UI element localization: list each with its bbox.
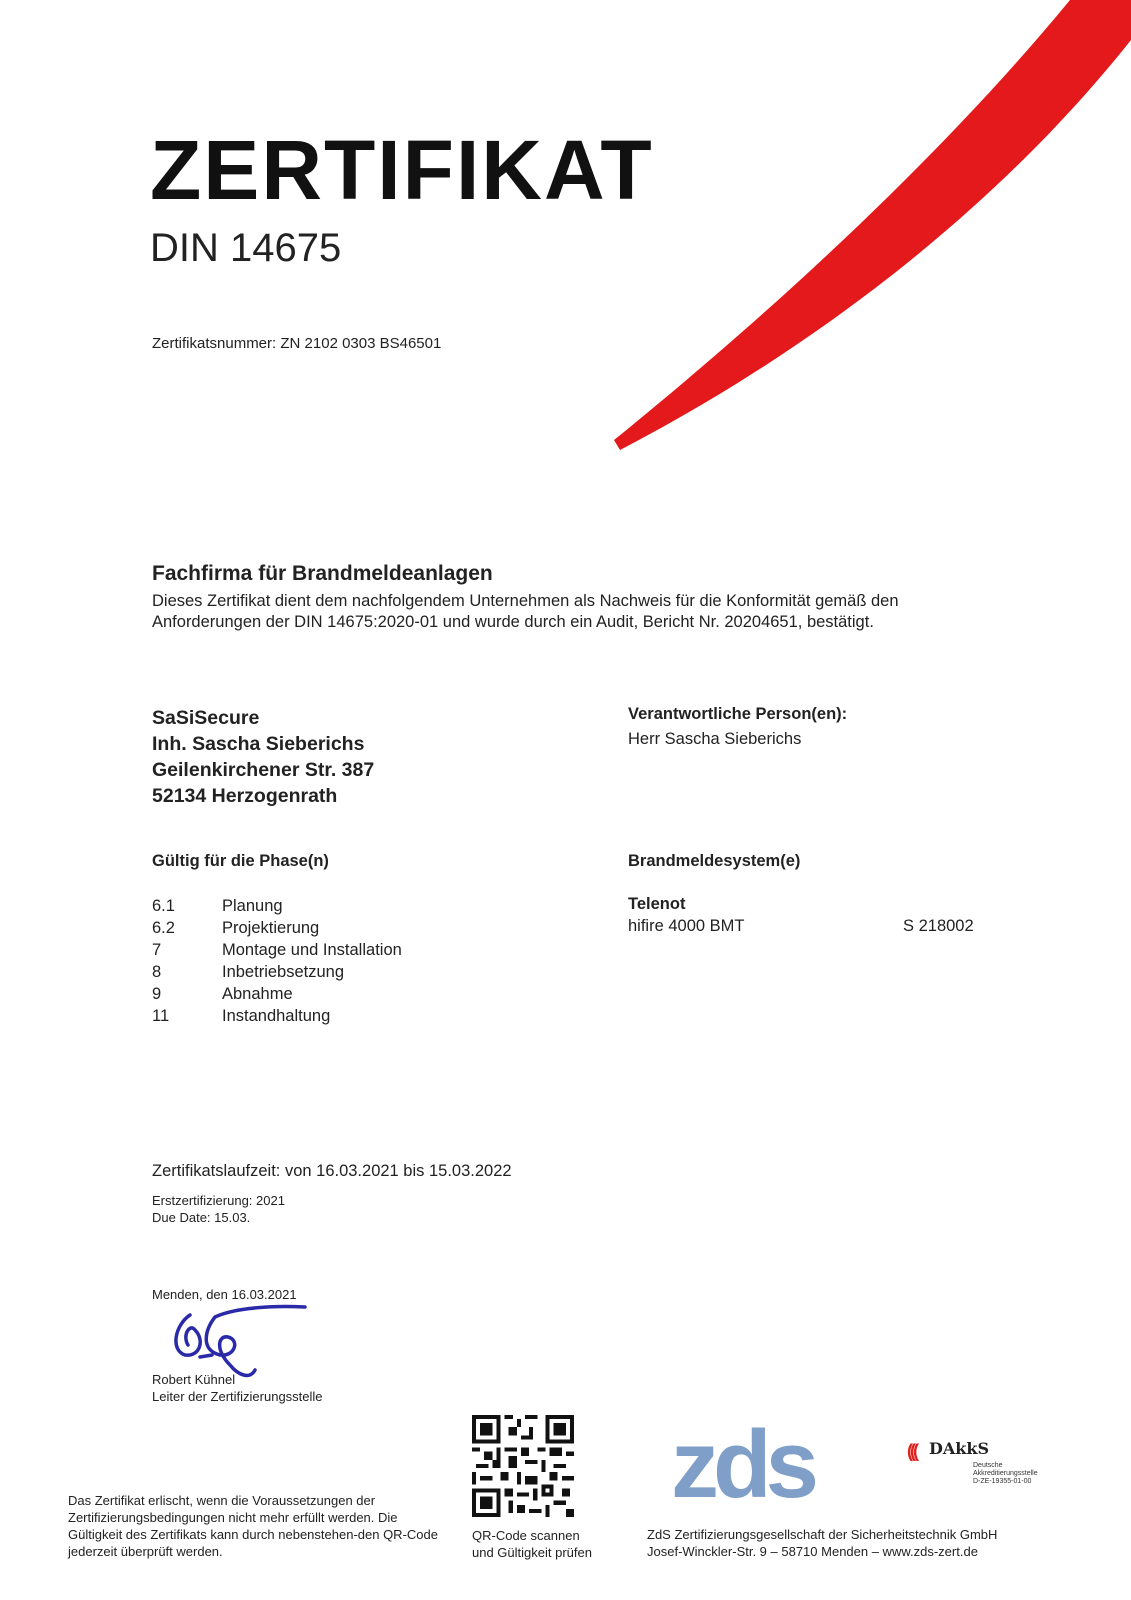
system-code: S 218002	[903, 917, 974, 935]
company-street: Geilenkirchener Str. 387	[152, 759, 375, 781]
phase-list	[152, 895, 402, 1027]
systems-label: Brandmeldesystem(e)	[628, 852, 801, 870]
phase-name: Abnahme	[222, 985, 293, 1003]
list-item	[152, 983, 402, 1005]
phase-number: 6.1	[152, 897, 175, 915]
section-heading: Fachfirma für Brandmeldeanlagen	[152, 562, 493, 585]
phase-number: 8	[152, 963, 162, 981]
validity-period: Zertifikatslaufzeit: von 16.03.2021 bis 15.03.2022	[152, 1162, 512, 1180]
list-item	[152, 961, 402, 983]
phase-name: Projektierung	[222, 919, 320, 937]
standard-name: DIN 14675	[150, 226, 342, 270]
document-title: ZERTIFIKAT	[150, 123, 654, 217]
system-manufacturer: Telenot	[628, 895, 686, 913]
company-owner: Inh. Sascha Sieberichs	[152, 733, 365, 755]
certificate-number-label: Zertifikatsnummer:	[152, 335, 277, 352]
zds-logo-text: zds	[670, 1411, 814, 1511]
dakks-subtitle	[973, 1462, 1038, 1486]
dakks-accreditation-mark	[907, 1437, 1057, 1507]
dakks-subtitle-line-1: Deutsche	[973, 1462, 1003, 1469]
system-product: hifire 4000 BMT	[628, 917, 745, 935]
phase-number: 6.2	[152, 919, 175, 937]
list-item	[152, 939, 402, 961]
phase-name: Planung	[222, 897, 283, 915]
red-swoosh-graphic	[600, 0, 1131, 460]
certificate-number	[152, 335, 441, 352]
validity-disclaimer: Das Zertifikat erlischt, wenn die Voraussetzungen der Zertifizierungsbedingungen nicht mehr erfüllt werden. Die Gültigkeit des Zertifikats kann durch nebenstehen-den QR-Code jederzeit überprüft werden.	[68, 1493, 438, 1559]
signer-name: Robert Kühnel	[152, 1372, 236, 1387]
intro-paragraph: Dieses Zertifikat dient dem nachfolgendem Unternehmen als Nachweis für die Konformität gemäß den Anforderungen der DIN 14675:2020-01 und wurde durch ein Audit, Bericht Nr. 20204651, bestätigt.	[152, 592, 899, 631]
dakks-subtitle-line-2: Akkreditierungsstelle	[973, 1470, 1038, 1477]
responsible-label: Verantwortliche Person(en):	[628, 705, 848, 723]
phase-number: 9	[152, 985, 162, 1003]
issuer-address: Josef-Winckler-Str. 9 – 58710 Menden – www.zds-zert.de	[647, 1544, 978, 1559]
place-date: Menden, den 16.03.2021	[152, 1287, 297, 1302]
phase-name: Montage und Installation	[222, 941, 402, 959]
phase-name: Inbetriebsetzung	[222, 963, 345, 981]
qr-caption-line-2: und Gültigkeit prüfen	[472, 1545, 592, 1560]
list-item	[152, 1005, 402, 1027]
list-item	[152, 917, 402, 939]
dakks-name: DAkkS	[929, 1439, 990, 1458]
signer-role: Leiter der Zertifizierungsstelle	[152, 1389, 323, 1404]
phase-number: 11	[152, 1007, 170, 1025]
qr-caption-line-1: QR-Code scannen	[472, 1528, 580, 1543]
first-certification: Erstzertifizierung: 2021	[152, 1193, 285, 1208]
dakks-arc-icon: (((	[907, 1441, 916, 1461]
phases-label: Gültig für die Phase(n)	[152, 852, 329, 870]
due-date: Due Date: 15.03.	[152, 1210, 251, 1225]
dakks-subtitle-line-3: D-ZE-19355-01-00	[973, 1478, 1032, 1485]
issuer-name: ZdS Zertifizierungsgesellschaft der Sicherheitstechnik GmbH	[647, 1527, 998, 1542]
phase-name: Instandhaltung	[222, 1007, 331, 1025]
qr-caption	[472, 1527, 592, 1561]
company-city: 52134 Herzogenrath	[152, 785, 338, 807]
zds-logo	[650, 1405, 835, 1511]
responsible-person: Herr Sascha Sieberichs	[628, 730, 802, 748]
company-address	[152, 705, 374, 809]
company-name: SaSiSecure	[152, 707, 260, 729]
phase-number: 7	[152, 941, 162, 959]
qr-code[interactable]	[472, 1415, 574, 1517]
list-item	[152, 895, 402, 917]
certificate-number-value: ZN 2102 0303 BS46501	[280, 335, 442, 352]
